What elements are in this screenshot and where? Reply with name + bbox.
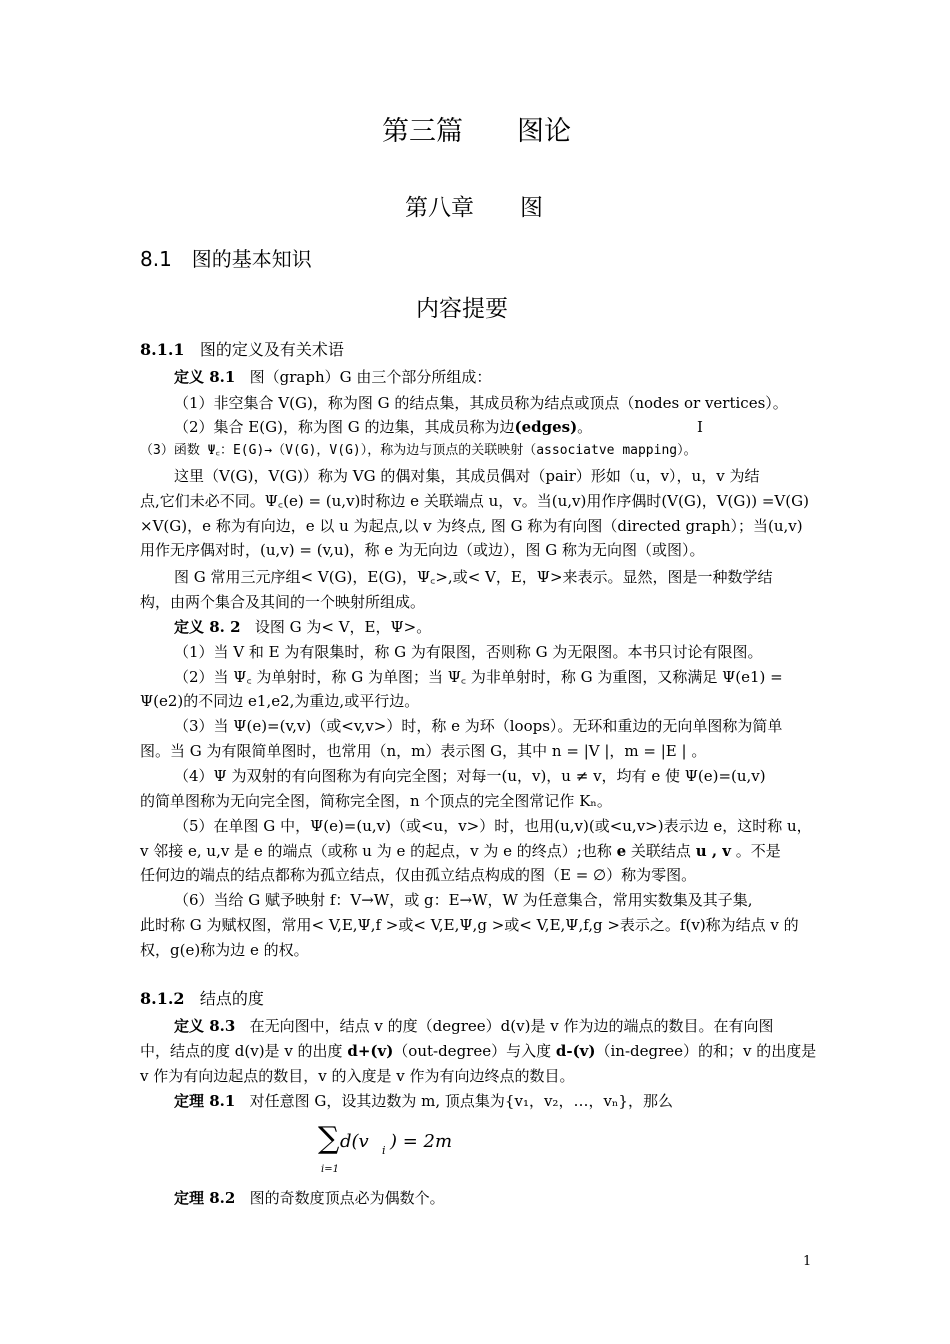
subsection-number: 8.1.2	[140, 989, 185, 1008]
item-text: 中，结点的度 d(v)是 v 的出度	[140, 1042, 348, 1060]
definition-item-2	[174, 417, 592, 437]
theorem-text: 对任意图 G，设其边数为 m, 顶点集为{v₁，v₂，…，vₙ}，那么	[249, 1092, 673, 1110]
definition-item-6: （6）当给 G 赋予映射 f：V→W，或 g：E→W，W 为任意集合，常用实数集及其子集,	[174, 891, 753, 909]
paragraph-line: 用作无序偶对时，(u,v) = (v,u)，称 e 为无向边（或边），图 G 称为无向图（或图）。	[140, 541, 705, 559]
definition-item-1: （1）非空集合 V(G)，称为图 G 的结点集，其成员称为结点或顶点（nodes or vertices）。	[174, 394, 788, 412]
item-bold-term: (edges)	[514, 418, 578, 436]
page-title: 第三篇 图论	[382, 116, 571, 147]
definition-item-3: （3）当 Ψ(e)=(v,v)（或<v,v>）时，称 e 为环（loops）。无环和重边的无向单图称为简单	[174, 717, 783, 735]
definition-item-5: （5）在单图 G 中，Ψ(e)=(u,v)（或<u，v>）时，也用(u,v)(或<u,v>)表示边 e，这时称 u，	[174, 817, 812, 835]
paragraph-line: 点,它们未必不同。Ψ꜀(e) = (u,v)时称边 e 关联端点 u，v。当(u,v)用作序偶时(V(G)，V(G)) =V(G)	[140, 492, 809, 510]
definition-8-3-cont: v 作为有向边起点的数目，v 的入度是 v 作为有向边终点的数目。	[140, 1067, 575, 1085]
theorem-8-2	[174, 1188, 445, 1208]
item-text: （out-degree）与入度	[393, 1042, 556, 1060]
formula-lower-limit: i=1	[321, 1164, 339, 1175]
definition-item-2-cont: Ψ(e2)的不同边 e1,e2,为重边,或平行边。	[140, 692, 420, 710]
item-bold-term: d+(v)	[347, 1042, 394, 1060]
definition-8-3-cont	[140, 1041, 816, 1061]
section-title: 8.1 图的基本知识	[140, 247, 312, 271]
paragraph-line: 构，由两个集合及其间的一个映射所组成。	[140, 593, 426, 611]
definition-text: 图（graph）G 由三个部分所组成：	[249, 368, 492, 386]
paragraph-line: 这里（V(G)，V(G)）称为 VG 的偶对集，其成员偶对（pair）形如（u，v），u，v 为结	[174, 467, 760, 485]
item-bold-term: d-(v)	[555, 1042, 596, 1060]
subsection-title: 结点的度	[199, 989, 264, 1008]
subsection-811-heading	[140, 340, 344, 360]
definition-label: 定义 8. 2	[174, 618, 241, 636]
paragraph-line: ×V(G)，e 称为有向边，e 以 u 为起点,以 v 为终点, 图 G 称为有向图（directed graph）；当(u,v)	[140, 517, 803, 535]
paragraph-line: 图 G 常用三元序组< V(G)，E(G)，Ψ꜀>,或< V，E，Ψ>来表示。显然，图是一种数学结	[174, 568, 773, 586]
definition-item-2: （2）当 Ψ꜀ 为单射时，称 G 为单图；当 Ψ꜀ 为非单射时，称 G 为重图，又称满足 Ψ(e1) =	[174, 668, 783, 686]
formula-subscript: i	[382, 1144, 386, 1157]
item-text: 。不是	[731, 842, 781, 860]
definition-item-4-cont: 的简单图称为无向完全图，简称完全图，n 个顶点的完全图常记作 Kₙ。	[140, 792, 612, 810]
item-text: 关联结点	[626, 842, 696, 860]
definition-label: 定义 8.3	[174, 1017, 236, 1035]
theorem-label: 定理 8.1	[174, 1092, 236, 1110]
definition-item-6-cont: 此时称 G 为赋权图，常用< V,E,Ψ,f >或< V,E,Ψ,g >或< V,E,Ψ,f,g >表示之。f(v)称为结点 v 的	[140, 916, 799, 934]
item-bold-term: e	[616, 842, 627, 860]
definition-8-2	[174, 617, 431, 637]
summary-heading: 内容提要	[416, 296, 508, 322]
stray-mark: I	[697, 418, 703, 436]
subsection-812-heading	[140, 989, 264, 1009]
formula-body: d(v	[340, 1131, 369, 1152]
definition-item-3-cont: 图。当 G 为有限简单图时，也常用（n，m）表示图 G，其中 n = |V |，m = |E | 。	[140, 742, 707, 760]
subsection-number: 8.1.1	[140, 340, 185, 359]
definition-item-3: （3）函数 Ψ꜀：E(G)→（V(G)，V(G)），称为边与顶点的关联映射（associatve mapping）。	[140, 443, 697, 458]
definition-text: 在无向图中，结点 v 的度（degree）d(v)是 v 作为边的端点的数目。在有向图	[249, 1017, 774, 1035]
degree-sum-formula	[318, 1122, 458, 1182]
item-text: v 邻接 e, u,v 是 e 的端点（或称 u 为 e 的起点，v 为 e 的终点）;也称	[140, 842, 617, 860]
definition-item-1: （1）当 V 和 E 为有限集时，称 G 为有限图，否则称 G 为无限图。本书只讨论有限图。	[174, 643, 763, 661]
definition-8-1	[174, 367, 491, 387]
definition-8-3	[174, 1016, 773, 1036]
definition-item-5-cont: 任何边的端点的结点都称为孤立结点，仅由孤立结点构成的图（E = ∅）称为零图。	[140, 866, 697, 884]
theorem-label: 定理 8.2	[174, 1189, 236, 1207]
definition-item-4: （4）Ψ 为双射的有向图称为有向完全图；对每一(u，v)，u ≠ v，均有 e 使 Ψ(e)=(u,v)	[174, 767, 766, 785]
theorem-text: 图的奇数度顶点必为偶数个。	[249, 1189, 445, 1207]
definition-text: 设图 G 为< V，E，Ψ>。	[254, 618, 432, 636]
definition-item-6-cont: 权，g(e)称为边 e 的权。	[140, 941, 309, 959]
definition-label: 定义 8.1	[174, 368, 236, 386]
page-number: 1	[803, 1254, 812, 1269]
item-text: 。	[577, 418, 593, 436]
item-text: （in-degree）的和；v 的出度是	[595, 1042, 817, 1060]
chapter-title: 第八章 图	[405, 195, 543, 221]
definition-item-5-cont	[140, 841, 781, 861]
item-bold-term: u , v	[695, 842, 731, 860]
summation-sign: ∑	[318, 1121, 340, 1156]
theorem-8-1	[174, 1091, 673, 1111]
subsection-title: 图的定义及有关术语	[199, 340, 344, 359]
item-text: （2）集合 E(G)，称为图 G 的边集，其成员称为边	[174, 418, 515, 436]
formula-rhs: ) = 2m	[390, 1131, 453, 1152]
